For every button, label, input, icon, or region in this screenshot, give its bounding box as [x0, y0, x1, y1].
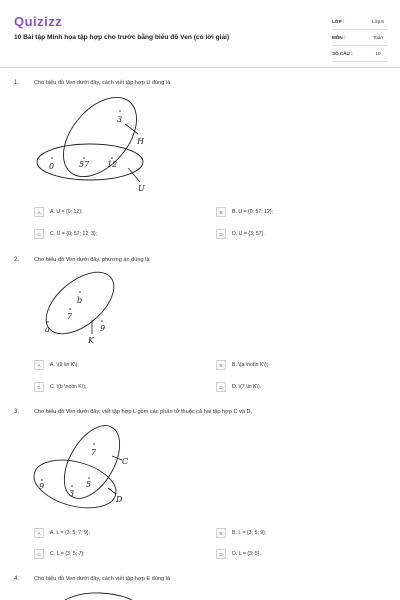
venn-element: 7 — [91, 448, 97, 457]
venn-element: 0 — [49, 162, 55, 171]
venn-element-dot — [83, 157, 85, 159]
venn-element-dot — [71, 485, 73, 487]
venn-element: 7 — [67, 312, 73, 321]
venn-element-dot — [93, 443, 95, 445]
meta-value: Toán — [373, 35, 383, 40]
venn-element-dot — [111, 157, 113, 159]
option-text: C. L = {3; 5; 7}; — [50, 551, 85, 557]
venn-element-dot — [69, 308, 71, 310]
option-text: B. \(a \notin K\); — [232, 362, 269, 368]
meta-row-question-count — [332, 46, 388, 62]
meta-row-subject — [332, 30, 388, 46]
venn-set-label: K — [88, 336, 94, 345]
option-letter: B — [216, 360, 226, 370]
answer-option-d[interactable] — [216, 548, 261, 560]
question-text: Cho biểu đồ Ven dưới đây, phương án đúng là — [34, 257, 150, 263]
question-text: Cho biểu đồ Ven dưới đây, cách viết tập hợp U đúng là — [34, 80, 171, 86]
option-text: A. L = {3; 5; 7; 9}; — [50, 530, 91, 536]
venn-element-dot — [101, 320, 103, 322]
option-text: D. \(7 \in K\). — [232, 384, 262, 390]
venn-element: 12 — [107, 160, 118, 169]
option-letter: D — [216, 549, 226, 559]
answer-option-a[interactable] — [34, 359, 79, 371]
option-letter: D — [216, 229, 226, 239]
option-text: C. U = {0; 57; 12; 3}; — [50, 231, 98, 237]
venn-diagram-q2 — [30, 268, 130, 348]
venn-element: a — [45, 325, 50, 334]
option-letter: A — [34, 207, 44, 217]
option-text: A. \(9 \in K\); — [50, 362, 79, 368]
venn-set-label: C — [122, 457, 129, 466]
question-text: Cho biểu đồ Ven dưới đây, cách viết tập hợp E đúng là — [34, 576, 170, 582]
worksheet-meta — [332, 14, 388, 62]
venn-element: 3 — [117, 115, 123, 124]
venn-diagram-q4-partial — [60, 590, 140, 600]
venn-element: 3 — [69, 489, 75, 498]
option-letter: B — [216, 207, 226, 217]
venn-label-line — [108, 488, 116, 494]
venn-set-label: H — [137, 137, 144, 146]
option-letter: A — [34, 528, 44, 538]
header-divider — [0, 67, 400, 68]
answer-option-c[interactable] — [34, 381, 86, 393]
venn-element: b — [77, 296, 83, 305]
option-letter: C — [34, 229, 44, 239]
meta-value: 10 — [375, 51, 381, 56]
answer-option-b[interactable] — [216, 359, 268, 371]
venn-set-label: D — [116, 495, 123, 504]
option-text: D. L = {3; 5}. — [232, 551, 261, 557]
venn-element: 57 — [79, 160, 90, 169]
question-number: 3. — [14, 409, 20, 415]
venn-element: 5 — [86, 480, 92, 489]
answer-option-b[interactable] — [216, 206, 273, 218]
answer-option-c[interactable] — [34, 228, 97, 240]
venn-set-label: U — [138, 184, 145, 193]
answer-option-a[interactable] — [34, 527, 90, 539]
venn-set-h — [49, 84, 151, 190]
venn-diagram-q1 — [30, 92, 170, 202]
option-letter: B — [216, 528, 226, 538]
question-number: 2. — [14, 257, 20, 263]
venn-element-dot — [79, 291, 81, 293]
venn-element: 9 — [100, 324, 106, 333]
option-letter: C — [34, 382, 44, 392]
option-letter: D — [216, 382, 226, 392]
option-text: B. L = {3; 5; 9}; — [232, 530, 267, 536]
venn-element-dot — [51, 157, 53, 159]
venn-element-dot — [119, 110, 121, 112]
answer-option-b[interactable] — [216, 527, 266, 539]
option-text: A. U = {0; 12}; — [50, 209, 83, 215]
answer-option-d[interactable] — [216, 381, 261, 393]
option-letter: C — [34, 549, 44, 559]
option-text: D. U = {3; 57}. — [232, 231, 265, 237]
venn-set-e — [65, 593, 132, 600]
venn-element-dot — [41, 479, 43, 481]
question-text: Cho biểu đồ Ven dưới đây, viết tập hợp L gồm các phần tử thuộc cả hai tập hợp C và D. — [34, 409, 253, 415]
meta-row-grade — [332, 14, 388, 30]
question-number: 4. — [14, 576, 20, 582]
meta-value: Lớp 6 — [372, 19, 384, 24]
meta-label: SỐ CÂU : — [332, 51, 353, 56]
venn-set-c — [53, 416, 131, 507]
meta-label: MÔN : — [332, 35, 346, 40]
venn-element-dot — [88, 477, 90, 479]
question-number: 1. — [14, 80, 20, 86]
venn-element: 9 — [39, 482, 45, 491]
option-text: C. \(b \notin K\); — [50, 384, 87, 390]
venn-diagram-q3 — [30, 422, 140, 517]
answer-option-c[interactable] — [34, 548, 85, 560]
option-letter: A — [34, 360, 44, 370]
venn-element-dot — [47, 321, 49, 323]
option-text: B. U = {0; 57; 12}; — [232, 209, 274, 215]
answer-option-d[interactable] — [216, 228, 265, 240]
worksheet-title: 10 Bài tập Minh họa tập hợp cho trước bằng biểu đồ Ven (có lời giải) — [14, 34, 230, 41]
quizizz-logo: Quizizz — [14, 14, 63, 29]
answer-option-a[interactable] — [34, 206, 82, 218]
meta-label: LỚP : — [332, 19, 345, 24]
